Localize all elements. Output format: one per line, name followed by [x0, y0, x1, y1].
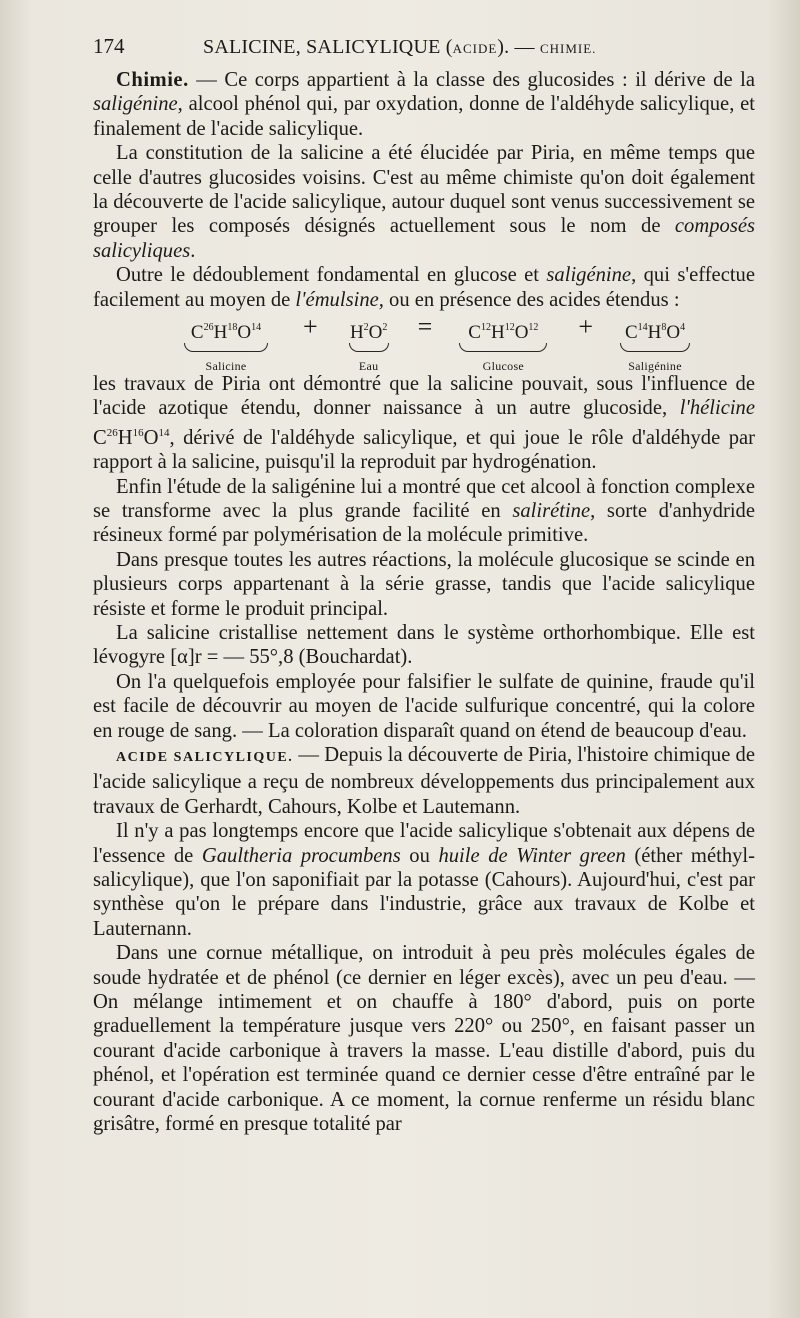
page-number: 174: [93, 34, 125, 58]
running-title: SALICINE, SALICYLIQUE (ACIDE). — CHIMIE.: [203, 36, 597, 58]
equation-label: Salicine: [205, 359, 247, 374]
chemical-equation: [93, 312, 755, 374]
equation-label: Eau: [358, 359, 379, 374]
brace: [459, 343, 547, 352]
section-lead-chimie: Chimie.: [116, 69, 189, 91]
equation-term-saligenine: $C^{14}H^8O^4$ Saligénine: [621, 316, 689, 379]
equals-sign: =: [417, 312, 433, 342]
paragraph-piria-travaux: les travaux de Piria ont démontré que la salicine pouvait, sous l'influence de l'acide azotique étendu, donner naissance à un autre glucoside, l'hélicine $C^{26}H^{16}O^{14}$, dérivé de l'aldéhyde salicylique, et qui joue le rôle d'aldéhyde par rapport à la salicine, puisqu'il la reproduit par hydrogénation.: [93, 373, 755, 474]
brace: [184, 343, 268, 352]
brace: [349, 343, 389, 352]
paragraph-dedoublement: Outre le dédoublement fondamental en glucose et saligénine, qui s'effectue facilement au moyen de l'émulsine, ou en présence des acides étendus :: [93, 264, 755, 311]
equation-term-glucose: $C^{12}H^{12}O^{12}$ Glucose: [460, 316, 546, 379]
paragraph-gaultheria: Il n'y a pas longtemps encore que l'acide salicylique s'obtenait aux dépens de l'essence de Gaultheria procumbens ou huile de Winter green (éther méthyl-salicylique), que l'on saponifiait par la potasse (Cahours). Aujourd'hui, c'est par synthèse qu'on le prépare dans l'industrie, grâce aux travaux de Kolbe et Lauternann.: [93, 820, 755, 940]
equation-term-salicine: $C^{26}H^{18}O^{14}$ Salicine: [185, 316, 267, 379]
paragraph-acide-salicylique: ACIDE SALICYLIQUE. — Depuis la découverte de Piria, l'histoire chimique de l'acide salicylique a reçu de nombreux développements dus principalement aux travaux de Gerhardt, Cahours, Kolbe et Lautemann.: [93, 744, 755, 818]
page-header: [93, 34, 755, 66]
equation-term-eau: $H^2O^2$ Eau: [350, 316, 388, 379]
plus-sign: +: [303, 312, 318, 342]
paragraph-cornue: Dans une cornue métallique, on introduit à peu près molécules égales de soude hydratée et de phénol (ce dernier en léger excès), avec un peu d'eau. — On mélange intimement et on chauffe à 180° d'abord, puis on porte graduellement la température jusque vers 220° ou 250°, en faisant passer un courant d'acide carbonique à travers la masse. L'eau distille d'abord, puis du phénol, et l'opération est terminée quand ce dernier cesse d'être entraîné par le courant d'acide carbonique. A ce moment, la cornue renferme un résidu blanc grisâtre, formé en presque totalité par: [93, 942, 755, 1136]
equation-label: Saligénine: [628, 359, 682, 374]
page-body: [93, 68, 755, 1137]
equation-label: Glucose: [482, 359, 525, 374]
paragraph-saligenine: Enfin l'étude de la saligénine lui a montré que cet alcool à fonction complexe se transforme avec la plus grande facilité en salirétine, sorte d'anhydride résineux formé par polymérisation de la molécule primitive.: [93, 475, 755, 547]
brace: [620, 343, 690, 352]
plus-sign: +: [578, 312, 594, 342]
paragraph-constitution: La constitution de la salicine a été élucidée par Piria, en même temps que celle d'autres glucosides voisins. C'est au même chimiste qu'on doit également la découverte de l'acide salicylique, autour duquel sont venus successivement se grouper les composés désignés actuellement sous le nom de composés salicyliques.: [93, 142, 755, 262]
paragraph-falsifier: On l'a quelquefois employée pour falsifier le sulfate de quinine, fraude qu'il est facile de découvrir au moyen de l'acide sulfurique concentré, qui la colore en rouge de sang. — La coloration disparaît quand on étend de beaucoup d'eau.: [93, 670, 755, 742]
paragraph-reactions: Dans presque toutes les autres réactions, la molécule glucosique se scinde en plusieurs corps appartenant à la série grasse, tandis que l'acide salicylique résiste et forme le produit principal.: [93, 548, 755, 620]
paragraph-cristallise: La salicine cristallise nettement dans le système orthorhombique. Elle est lévogyre [α]r = — 55°,8 (Bouchardat).: [93, 621, 755, 669]
paragraph-chimie: Chimie. — Ce corps appartient à la classe des glucosides : il dérive de la saligénine, alcool phénol qui, par oxydation, donne de l'aldéhyde salicylique, et finalement de l'acide salicylique.: [93, 69, 755, 140]
section-lead-acide: ACIDE SALICYLIQUE.: [116, 750, 294, 766]
